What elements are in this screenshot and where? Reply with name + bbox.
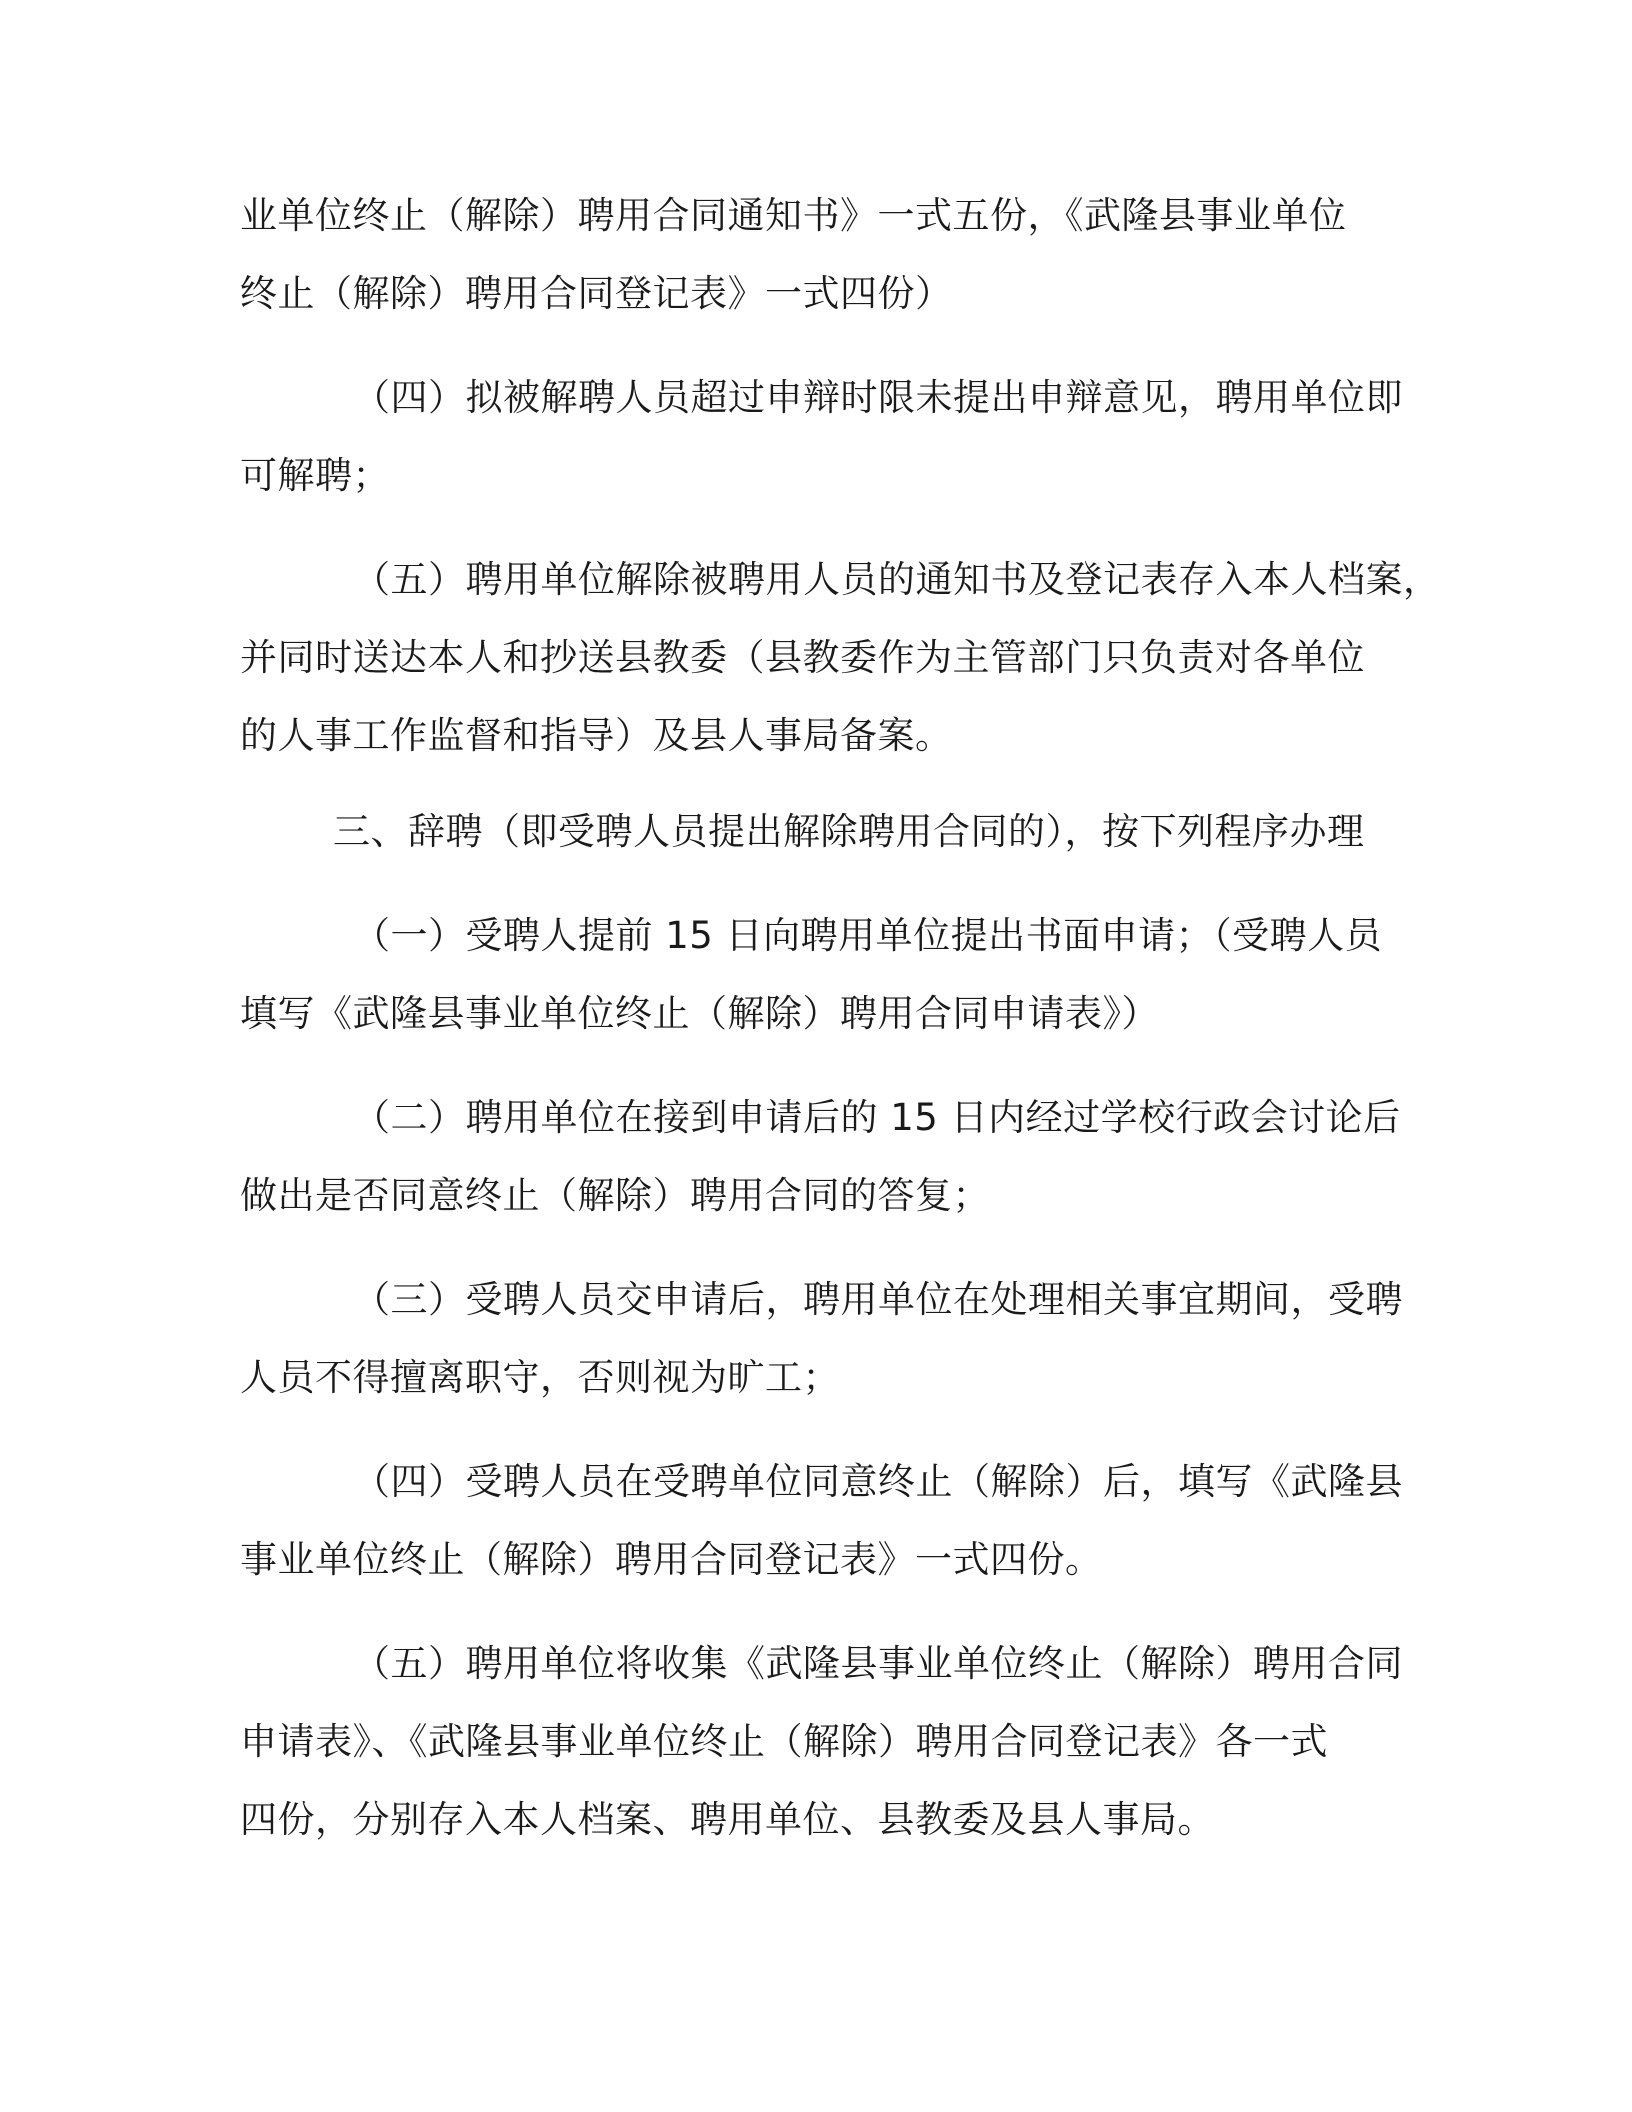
text-line: （五）聘用单位将收集《武隆县事业单位终止（解除）聘用合同: [353, 1642, 1403, 1685]
text-line: 做出是否同意终止（解除）聘用合同的答复；: [240, 1174, 990, 1217]
text-line: 填写《武隆县事业单位终止（解除）聘用合同申请表》）: [240, 992, 1159, 1035]
text-line: 四份，分别存入本人档案、聘用单位、县教委及县人事局。: [240, 1798, 1215, 1841]
text-line: （三）受聘人员交申请后，聘用单位在处理相关事宜期间，受聘: [353, 1278, 1403, 1321]
text-line: 申请表》、《武隆县事业单位终止（解除）聘用合同登记表》各一式: [240, 1720, 1328, 1763]
section-heading: 三、辞聘（即受聘人员提出解除聘用合同的），按下列程序办理: [333, 810, 1365, 853]
text-line: （二）聘用单位在接到申请后的 15 日内经过学校行政会讨论后: [353, 1096, 1401, 1139]
text-line: 并同时送达本人和抄送县教委（县教委作为主管部门只负责对各单位: [240, 636, 1365, 679]
text-line: 可解聘；: [240, 454, 390, 497]
text-line: （四）拟被解聘人员超过申辩时限未提出申辩意见，聘用单位即: [353, 376, 1403, 419]
text-line: 终止（解除）聘用合同登记表》一式四份）: [240, 272, 953, 315]
text-line: 事业单位终止（解除）聘用合同登记表》一式四份。: [240, 1538, 1103, 1581]
text-line: （四）受聘人员在受聘单位同意终止（解除）后，填写《武隆县: [353, 1460, 1403, 1503]
text-line: （五）聘用单位解除被聘用人员的通知书及登记表存入本人档案，: [353, 558, 1441, 601]
text-line: 的人事工作监督和指导）及县人事局备案。: [240, 714, 953, 757]
text-line: 业单位终止（解除）聘用合同通知书》一式五份，《武隆县事业单位: [240, 194, 1347, 237]
text-line: （一）受聘人提前 15 日向聘用单位提出书面申请；（受聘人员: [353, 914, 1383, 957]
text-line: 人员不得擅离职守，否则视为旷工；: [240, 1356, 840, 1399]
